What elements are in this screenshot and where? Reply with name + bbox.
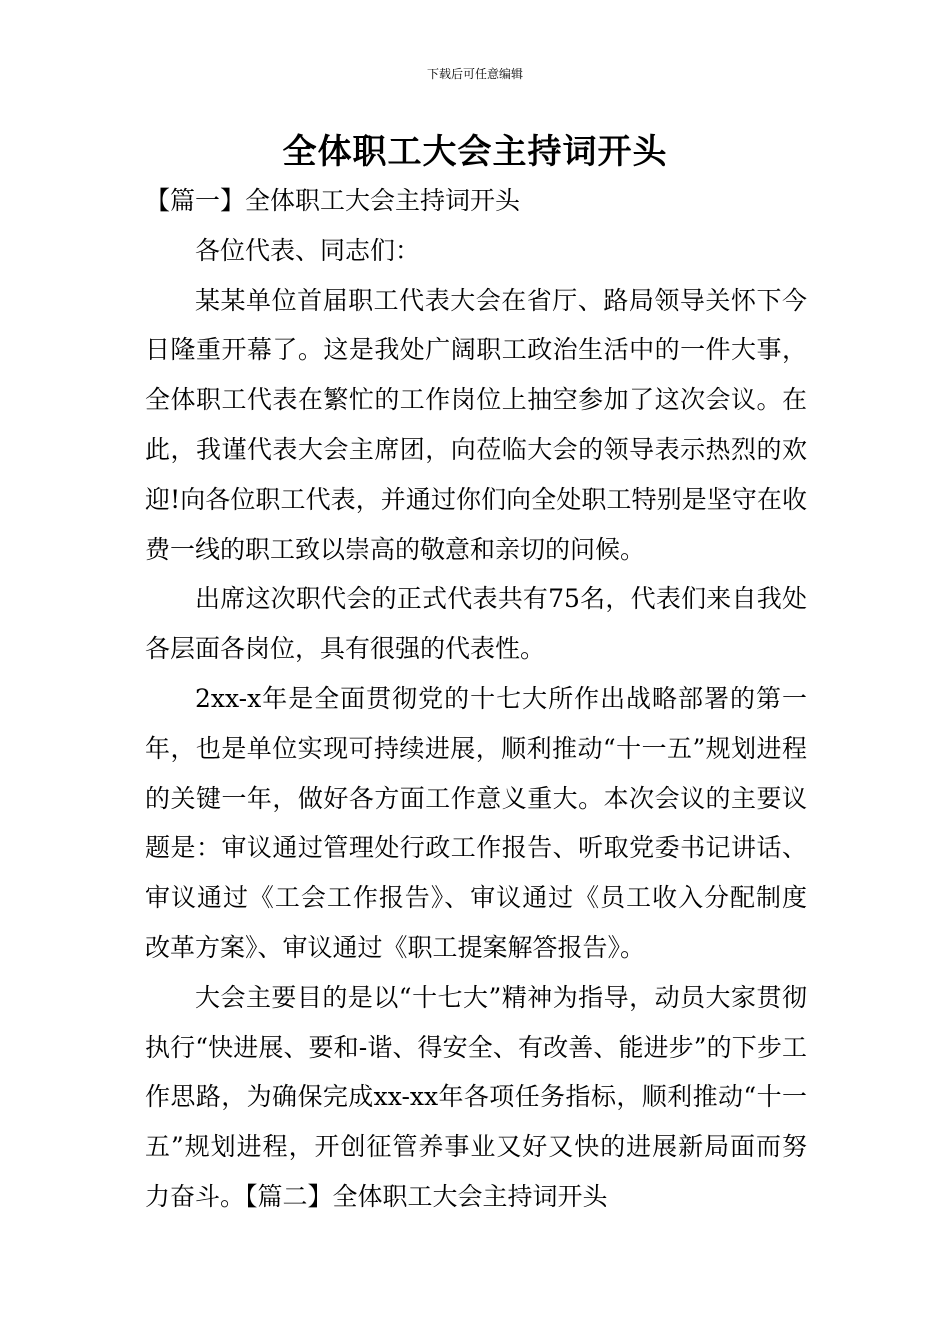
document-body bbox=[145, 176, 807, 1222]
body-paragraph: 某某单位首届职工代表大会在省厅、路局领导关怀下今日隆重开幕了。这是我处广阔职工政治生活中的一件大事，全体职工代表在繁忙的工作岗位上抽空参加了这次会议。在此，我谨代表大会主席团，向莅临大会的领导表示热烈的欢迎!向各位职工代表，并通过你们向全处职工特别是坚守在收费一线的职工致以崇高的敬意和亲切的问候。 bbox=[145, 285, 807, 564]
header-note: 下载后可任意编辑 bbox=[426, 67, 523, 81]
body-paragraph: 大会主要目的是以“十七大”精神为指导，动员大家贯彻执行“快进展、要和-谐、得安全、有改善、能进步”的下步工作思路，为确保完成xx-xx年各项任务指标，顺利推动“十一五”规划进程，开创征管养事业又好又快的进展新局面而努力奋斗。【篇二】全体职工大会主持词开头 bbox=[145, 982, 807, 1211]
document-title: 全体职工大会主持词开头 bbox=[282, 132, 668, 172]
body-paragraph: 出席这次职代会的正式代表共有75名，代表们来自我处各层面各岗位，具有很强的代表性。 bbox=[145, 584, 807, 664]
section-heading: 【篇一】全体职工大会主持词开头 bbox=[145, 186, 521, 215]
salutation-paragraph: 各位代表、同志们： bbox=[195, 235, 421, 265]
body-paragraph: 2xx-x年是全面贯彻党的十七大所作出战略部署的第一年，也是单位实现可持续进展，顺利推动“十一五”规划进程的关键一年，做好各方面工作意义重大。本次会议的主要议题是：审议通过管理处行政工作报告、听取党委书记讲话、审议通过《工会工作报告》、审议通过《员工收入分配制度改革方案》、审议通过《职工提案解答报告》。 bbox=[145, 683, 807, 962]
